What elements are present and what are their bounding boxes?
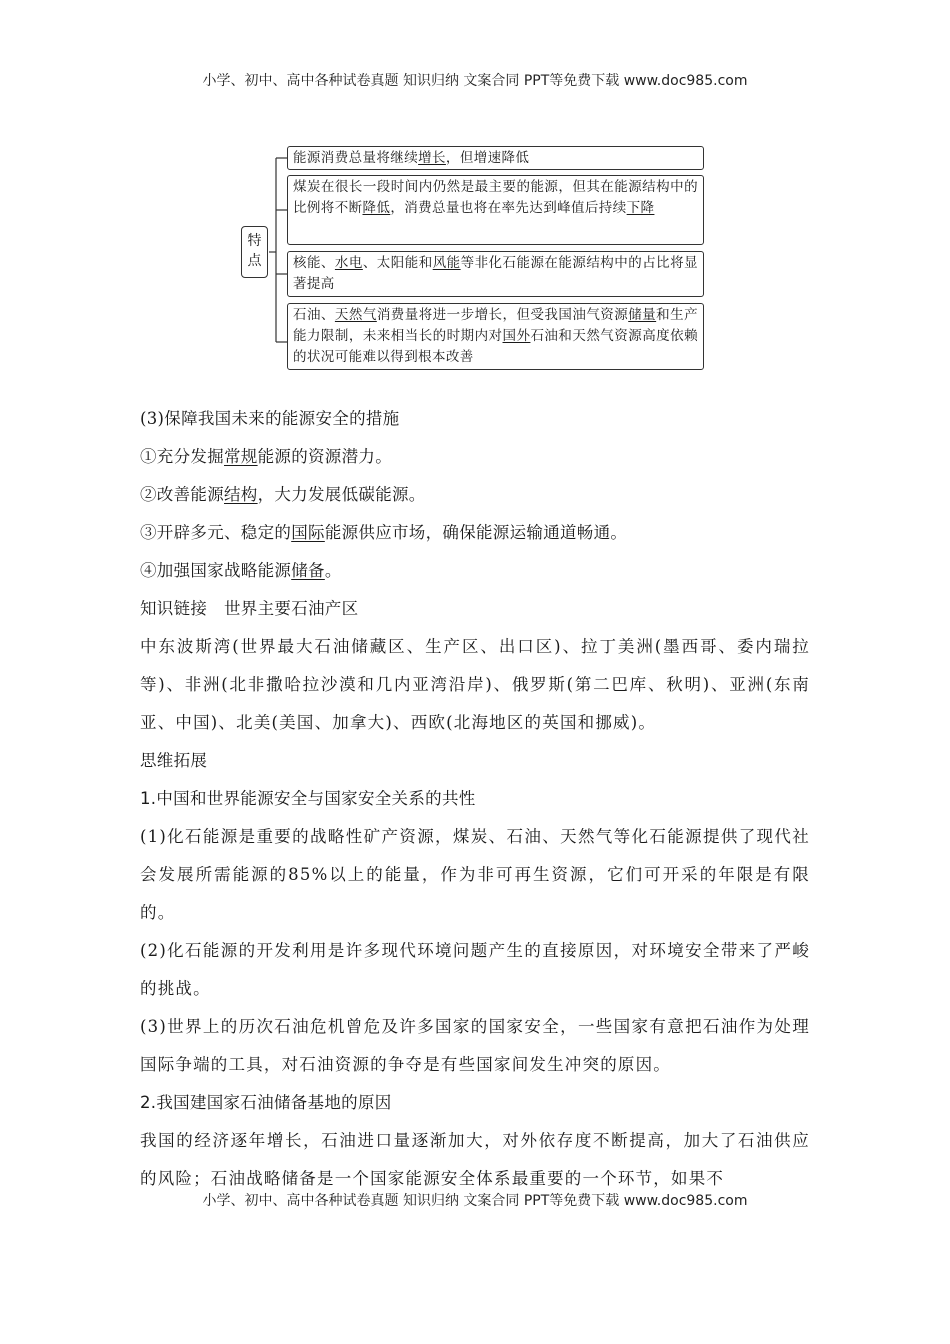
knowledge-link-text: 中东波斯湾(世界最大石油储藏区、生产区、出口区)、拉丁美洲(墨西哥、委内瑞拉等)、非洲(北非撒哈拉沙漠和几内亚湾沿岸)、俄罗斯(第二巴库、秋明)、亚洲(东南亚、中国)、北美(美国、加拿大)、西欧(北海地区的英国和挪威)。 xyxy=(140,637,810,732)
measure-item-4: ④加强国家战略能源储备。 xyxy=(140,561,342,580)
thinking-paragraph-3: (3)世界上的历次石油危机曾危及许多国家的国家安全，一些国家有意把石油作为处理国际争端的工具，对石油资源的争夺是有些国家间发生冲突的原因。 xyxy=(140,1017,810,1074)
features-label xyxy=(241,226,268,278)
page-header: 小学、初中、高中各种试卷真题 知识归纳 文案合同 PPT等免费下载 www.doc985.com xyxy=(202,73,748,89)
thinking-paragraph-1: (1)化石能源是重要的战略性矿产资源，煤炭、石油、天然气等化石能源提供了现代社会发展所需能源的85%以上的能量，作为非可再生资源，它们可开采的年限是有限的。 xyxy=(140,827,810,922)
features-diagram xyxy=(240,146,710,372)
main-content xyxy=(140,400,810,1198)
thinking-paragraph-2: (2)化石能源的开发利用是许多现代环境问题产生的直接原因，对环境安全带来了严峻的挑战。 xyxy=(140,941,810,998)
feature-box-coal: 煤炭在很长一段时间内仍然是最主要的能源，但其在能源结构中的比例将不断降低，消费总量也将在率先达到峰值后持续下降 xyxy=(287,175,704,245)
label-char-1: 特 xyxy=(247,233,262,249)
measure-item-2: ②改善能源结构，大力发展低碳能源。 xyxy=(140,485,426,504)
feature-box-consumption: 能源消费总量将继续增长，但增速降低 xyxy=(287,146,704,170)
feature-box-oil-gas: 石油、天然气消费量将进一步增长，但受我国油气资源储量和生产能力限制，未来相当长的时期内对国外石油和天然气资源高度依赖的状况可能难以得到根本改善 xyxy=(287,303,704,370)
thinking-heading-2: 2.我国建国家石油储备基地的原因 xyxy=(140,1093,392,1112)
measure-item-1: ①充分发掘常规能源的资源潜力。 xyxy=(140,447,393,466)
knowledge-link-title: 知识链接 世界主要石油产区 xyxy=(140,599,359,618)
thinking-heading-1: 1.中国和世界能源安全与国家安全关系的共性 xyxy=(140,789,476,808)
thinking-title: 思维拓展 xyxy=(140,751,208,770)
thinking-paragraph-4: 我国的经济逐年增长，石油进口量逐渐加大，对外依存度不断提高，加大了石油供应的风险；石油战略储备是一个国家能源安全体系最重要的一个环节，如果不 xyxy=(140,1131,810,1188)
page-footer: 小学、初中、高中各种试卷真题 知识归纳 文案合同 PPT等免费下载 www.doc985.com xyxy=(202,1193,748,1209)
feature-box-nonfossil: 核能、水电、太阳能和风能等非化石能源在能源结构中的占比将显著提高 xyxy=(287,251,704,297)
section-3-title: (3)保障我国未来的能源安全的措施 xyxy=(140,409,400,428)
measure-item-3: ③开辟多元、稳定的国际能源供应市场，确保能源运输通道畅通。 xyxy=(140,523,628,542)
label-char-2: 点 xyxy=(247,253,262,269)
